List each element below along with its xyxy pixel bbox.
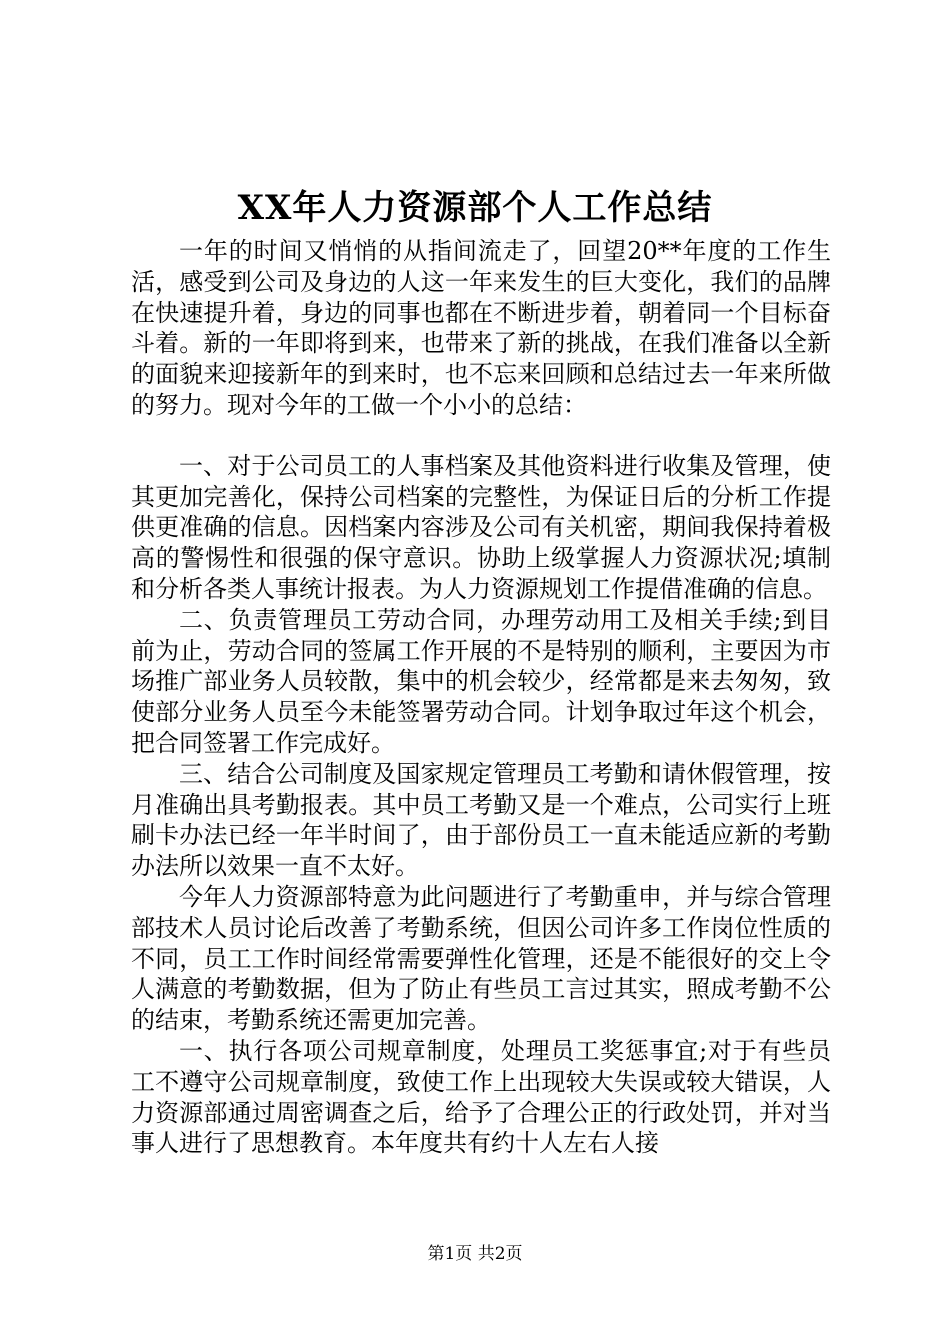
paragraph-regulations: 一、执行各项公司规章制度，处理员工奖惩事宜;对于有些员工不遵守公司规章制度，致使工作上出现较大失误或较大错误，人力资源部通过周密调查之后，给予了合理公正的行政处罚，并对当事人进行了思想教育。本年度共有约十人左右人接 — [131, 1036, 831, 1158]
paragraph-archives: 一、对于公司员工的人事档案及其他资料进行收集及管理，使其更加完善化，保持公司档案的完整性，为保证日后的分析工作提供更准确的信息。因档案内容涉及公司有关机密，期间我保持着极高的警惕性和很强的保守意识。协助上级掌握人力资源状况;填制和分析各类人事统计报表。为人力资源规划工作提借准确的信息。 — [131, 451, 831, 603]
paragraph-intro: 一年的时间又悄悄的从指间流走了，回望20**年度的工作生活，感受到公司及身边的人这一年来发生的巨大变化，我们的品牌在快速提升着，身边的同事也都在不断进步着，朝着同一个目标奋斗着。新的一年即将到来，也带来了新的挑战，在我们准备以全新的面貌来迎接新年的到来时，也不忘来回顾和总结过去一年来所做的努力。现对今年的工做一个小小的总结： — [131, 237, 831, 419]
document-body — [131, 236, 831, 1159]
paragraph-contracts: 二、负责管理员工劳动合同，办理劳动用工及相关手续;到目前为止，劳动合同的签属工作开展的不是特别的顺利，主要因为市场推广部业务人员较散，集中的机会较少，经常都是来去匆匆，致使部分业务人员至今未能签署劳动合同。计划争取过年这个机会，把合同签署工作完成好。 — [131, 605, 831, 757]
page-footer: 第1页 共2页 — [427, 1244, 523, 1264]
paragraph-attendance-system: 今年人力资源部特意为此问题进行了考勤重申，并与综合管理部技术人员讨论后改善了考勤系统，但因公司许多工作岗位性质的不同，员工工作时间经常需要弹性化管理，还是不能很好的交上令人满意的考勤数据，但为了防止有些员工言过其实，照成考勤不公的结束，考勤系统还需更加完善。 — [131, 882, 831, 1035]
paragraph-attendance: 三、结合公司制度及国家规定管理员工考勤和请休假管理，按月准确出具考勤报表。其中员工考勤又是一个难点，公司实行上班刷卡办法已经一年半时间了，由于部份员工一直未能适应新的考勤办法所以效果一直不太好。 — [131, 759, 831, 881]
document-title: XX年人力资源部个人工作总结 — [237, 188, 713, 228]
